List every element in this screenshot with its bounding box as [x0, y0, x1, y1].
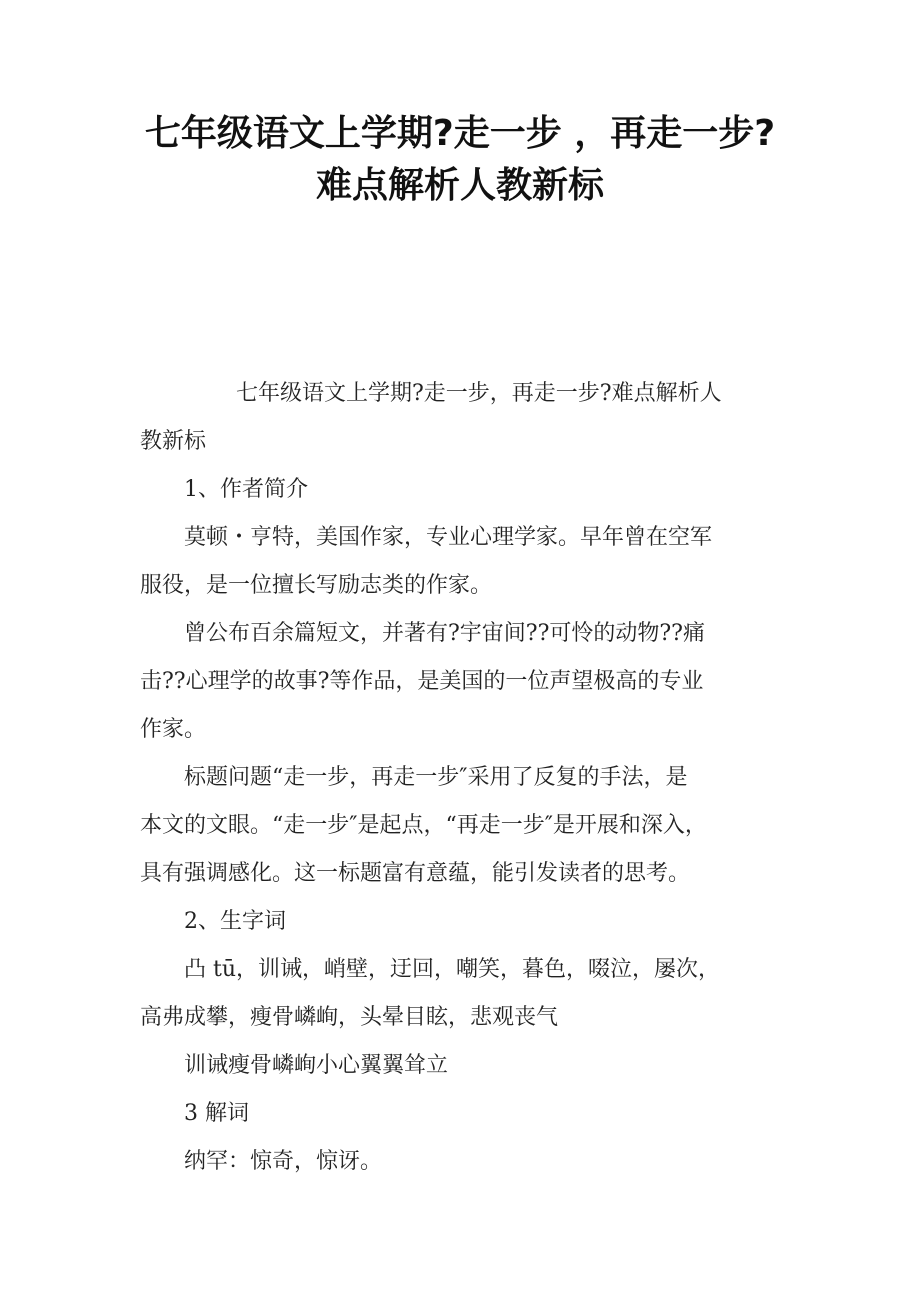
- author-paragraph: 莫顿・亨特，美国作家，专业心理学家。早年曾在空军 服役，是一位擅长写励志类的作家。: [140, 525, 713, 598]
- vocabulary-paragraph: 凸 tū，训诫，峭壁，迂回，嘲笑，暮色，啜泣，屡次， 高弗成攀，瘦骨嶙峋，头晕目眩，悲观丧气: [140, 957, 721, 1030]
- section-heading-vocabulary: 2、生字词: [184, 909, 286, 934]
- title-analysis-paragraph: 标题问题“走一步，再走一步″采用了反复的手法，是 本文的文眼。“走一步″是起点，“再走一步″是开展和深入， 具有强调感化。这一标题富有意蕴，能引发读者的思考。: [140, 765, 707, 886]
- section-heading-author: 1、作者简介: [184, 477, 308, 502]
- works-paragraph: 曾公布百余篇短文，并著有?宇宙间??可怜的动物??痛 击??心理学的故事?等作品，是美国的一位声望极高的专业 作家。: [140, 621, 705, 742]
- title-line-2: 难点解析人教新标: [315, 165, 604, 206]
- document-title: [100, 108, 820, 212]
- intro-paragraph: 七年级语文上学期?走一步，再走一步?难点解析人 教新标: [140, 381, 722, 454]
- vocabulary-extra-paragraph: 训诫瘦骨嶙峋小心翼翼耸立: [184, 1053, 449, 1078]
- section-heading-definitions: 3 解词: [184, 1101, 249, 1126]
- definition-paragraph: 纳罕：惊奇，惊讶。: [184, 1149, 383, 1174]
- title-line-1: 七年级语文上学期?走一步 ，再走一步?: [144, 113, 776, 154]
- document-body: [140, 370, 780, 1186]
